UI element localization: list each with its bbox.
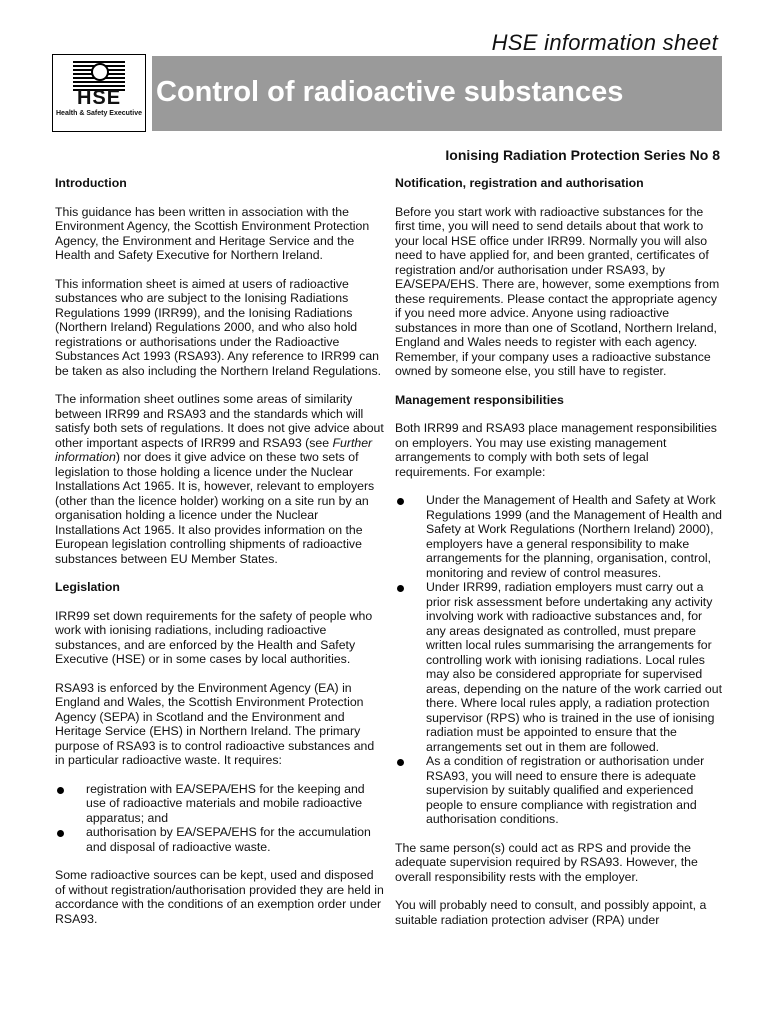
page-title: Control of radioactive substances bbox=[156, 76, 624, 108]
legislation-paragraph-1: IRR99 set down requirements for the safety of people who work with ionising radiations, including radioactive substances, and are enforced by the Health and Safety Executive (HSE) or in some cases by local authorities. bbox=[55, 608, 373, 666]
list-item: Under IRR99, radiation employers must carry out a prior risk assessment before undertaking any activity involving work with radioactive substances and, for any areas designated as controlled, must prepare written local rules summarising the arrangements for controlling work with ionising radiations. Local rules may also be considered appropriate for supervised areas, depending on the nature of the work carried out there. Where local rules apply, a radiation protection supervisor (RPS) who is trained in the use of ionising radiation must be appointed to ensure that the arrangements set out in them are followed. bbox=[395, 580, 725, 754]
introduction-heading: Introduction bbox=[55, 176, 127, 190]
management-bullets bbox=[395, 493, 725, 827]
legislation-bullets bbox=[55, 782, 385, 855]
intro-p3-part-b: ) nor does it give advice on these two sets of legislation to those holding a licence under the Nuclear Installations Act 1965. It is, however, relevant to employers (other than the licence holder) working on a site run by an organisation holding a licence under the Nuclear Installations Act 1965. It also provides information on the European legislation controlling shipments of radioactive substances between EU Member States. bbox=[55, 450, 375, 566]
intro-paragraph-3 bbox=[55, 392, 385, 566]
sheet-label: HSE information sheet bbox=[491, 30, 718, 55]
list-item: As a condition of registration or authorisation under RSA93, you will need to ensure there is adequate supervision by suitably qualified and experienced people to ensure compliance with registration and authorisation conditions. bbox=[395, 754, 725, 827]
management-paragraph-1: Both IRR99 and RSA93 place management responsibilities on employers. You may use existing management arrangements to comply with both sets of legal requirements. For example: bbox=[395, 421, 717, 479]
intro-paragraph-1: This guidance has been written in association with the Environment Agency, the Scottish Environment Protection Agency, the Environment and Heritage Service and the Health and Safety Executive for Northern Ireland. bbox=[55, 204, 370, 262]
further-information-ref: Further information bbox=[55, 435, 373, 464]
series-title: Ionising Radiation Protection Series No 8 bbox=[445, 147, 720, 163]
logo-text: HSE bbox=[76, 87, 122, 109]
title-banner bbox=[152, 56, 722, 131]
left-column bbox=[55, 176, 385, 940]
legislation-paragraph-3: Some radioactive sources can be kept, used and disposed of without registration/authorisation provided they are held in accordance with the conditions of an exemption order under RSA93. bbox=[55, 868, 384, 926]
logo-subtext: Health & Safety Executive bbox=[56, 110, 142, 117]
management-paragraph-3: You will probably need to consult, and possibly appoint, a suitable radiation protection adviser (RPA) under bbox=[395, 898, 707, 927]
intro-paragraph-2: This information sheet is aimed at users of radioactive substances who are subject to the Ionising Radiations Regulations 1999 (IRR99), and the Ionising Radiations (Northern Ireland) Regulations 2000, and who also hold registrations or authorisations under the Radioactive Substances Act 1993 (RSA93). Any reference to IRR99 can be taken as also including the Northern Ireland Regulations. bbox=[55, 276, 382, 378]
right-column bbox=[395, 176, 725, 941]
intro-p3-part-a: The information sheet outlines some areas of similarity between IRR99 and RSA93 and the standards which will satisfy both sets of regulations. It does not give advice about other important aspects of IRR99 and RSA93 (see bbox=[55, 392, 384, 450]
management-heading: Management responsibilities bbox=[395, 392, 564, 407]
list-item: Under the Management of Health and Safety at Work Regulations 1999 (and the Management of Health and Safety at Work Regulations (Northern Ireland) 2000), employers have a general responsibility to make arrangements for the planning, organisation, control, monitoring and review of control measures. bbox=[395, 493, 725, 580]
legislation-heading: Legislation bbox=[55, 580, 120, 594]
list-item: authorisation by EA/SEPA/EHS for the accumulation and disposal of radioactive waste. bbox=[55, 825, 385, 854]
notification-heading: Notification, registration and authorisation bbox=[395, 176, 644, 190]
notification-paragraph: Before you start work with radioactive substances for the first time, you will need to send details about that work to your local HSE office under IRR99. Normally you will also need to have applied for, and been granted, certificates of registration and/or authorisation under RSA93, by EA/SEPA/EHS. There are, however, some exemptions from these requirements. Please contact the appropriate agency if you need more advice. Anyone using radioactive substances in more than one of Scotland, Northern Ireland, England and Wales needs to register with each agency. Remember, if your company uses a radioactive substance owned by someone else, you still have to register. bbox=[395, 204, 720, 378]
hse-logo bbox=[52, 54, 146, 132]
list-item: registration with EA/SEPA/EHS for the keeping and use of radioactive materials and mobile radioactive apparatus; and bbox=[55, 782, 385, 826]
legislation-paragraph-2: RSA93 is enforced by the Environment Agency (EA) in England and Wales, the Scottish Environment Protection Agency (SEPA) in Scotland and the Environment and Heritage Service (EHS) in Northern Ireland. The primary purpose of RSA93 is to control radioactive substances and in particular radioactive waste. It requires: bbox=[55, 680, 375, 767]
management-paragraph-2: The same person(s) could act as RPS and provide the adequate supervision required by RSA93. However, the overall responsibility rests with the employer. bbox=[395, 840, 698, 884]
